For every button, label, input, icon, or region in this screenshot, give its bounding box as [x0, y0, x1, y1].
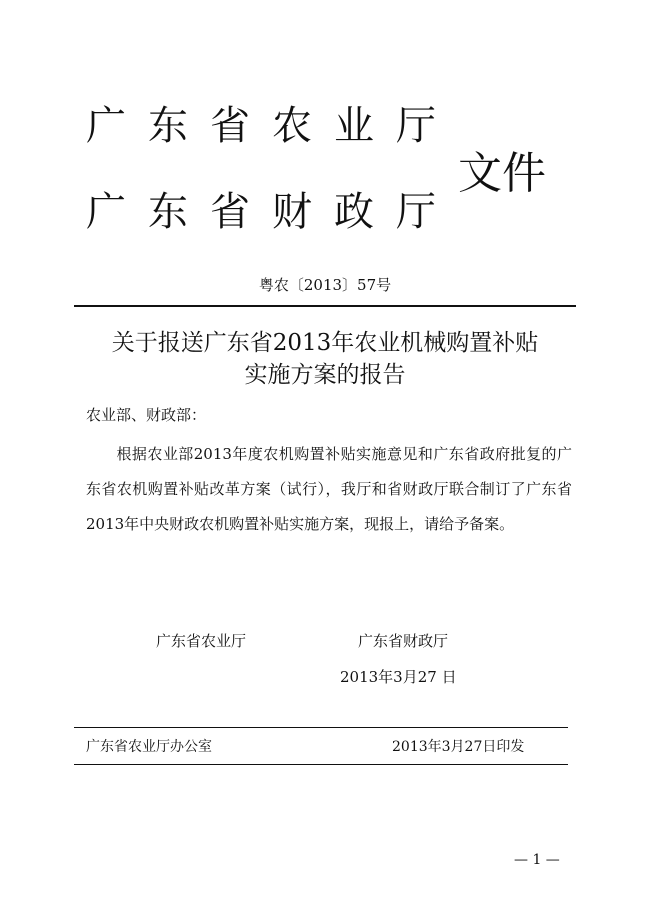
issuer-finance: 广东省财政厅	[86, 189, 458, 235]
signature-date: 2013年3月27 日	[340, 668, 457, 686]
header-divider	[74, 305, 576, 307]
document-title-line-1: 关于报送广东省2013年农业机械购置补贴	[111, 330, 539, 356]
footer-print-date: 2013年3月27日印发	[392, 739, 525, 755]
document-type: 文件	[458, 148, 546, 199]
salutation: 农业部、财政部：	[86, 406, 207, 424]
document-title-line-2: 实施方案的报告	[244, 362, 406, 388]
document-number: 粤农〔2013〕57号	[258, 276, 392, 294]
footer-office: 广东省农业厅办公室	[86, 739, 212, 755]
footer-divider-top	[74, 727, 568, 728]
signature-agriculture: 广东省农业厅	[156, 632, 247, 650]
body-paragraph	[86, 437, 572, 542]
issuer-agriculture: 广东省农业厅	[86, 103, 458, 149]
page-number: — 1 —	[514, 852, 560, 868]
footer-divider-bottom	[74, 764, 568, 765]
signature-finance: 广东省财政厅	[358, 632, 449, 650]
body-text: 根据农业部2013年度农机购置补贴实施意见和广东省政府批复的广东省农机购置补贴改革方案（试行），我厅和省财政厅联合制订了广东省2013年中央财政农机购置补贴实施方案，现报上，请给予备案。	[86, 445, 572, 533]
